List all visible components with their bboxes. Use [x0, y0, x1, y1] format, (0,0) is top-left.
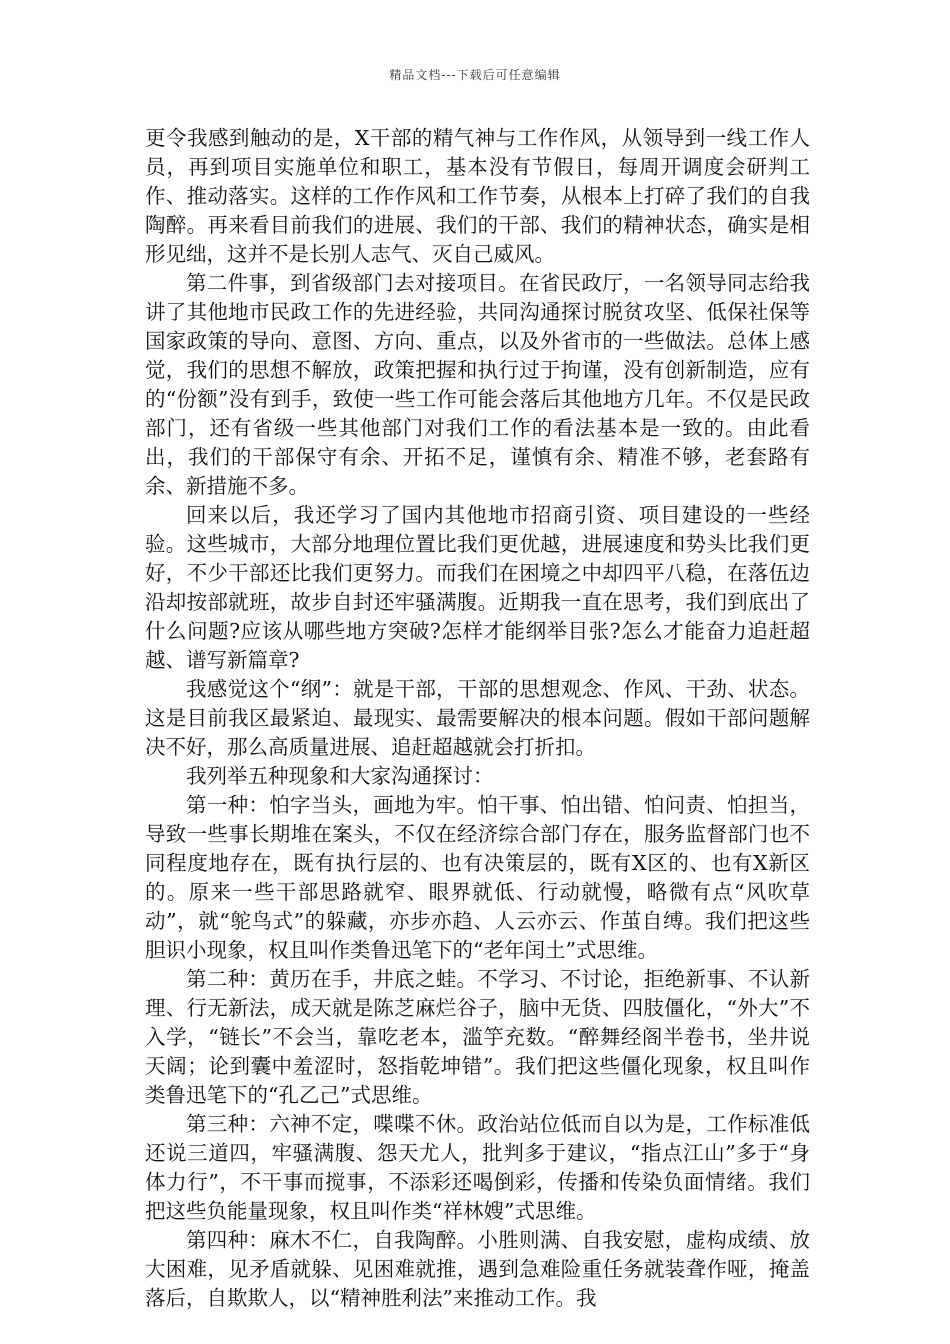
paragraph: 回来以后，我还学习了国内其他地市招商引资、项目建设的一些经验。这些城市，大部分地理位置比我们更优越，进展速度和势头比我们更好，不少干部还比我们更努力。而我们在困境之中却四平八稳，在落伍边沿却按部就班，故步自封还牢骚满腹。近期我一直在思考，我们到底出了什么问题?应该从哪些地方突破?怎样才能纲举目张?怎么才能奋力追赶超越、谱写新篇章? — [145, 503, 810, 672]
paragraph: 第二件事，到省级部门去对接项目。在省民政厅，一名领导同志给我讲了其他地市民政工作的先进经验，共同沟通探讨脱贫攻坚、低保社保等国家政策的导向、意图、方向、重点，以及外省市的一些做法。总体上感觉，我们的思想不解放，政策把握和执行过于拘谨，没有创新制造，应有的“份额”没有到手，致使一些工作可能会落后其他地方几年。不仅是民政部门，还有省级一些其他部门对我们工作的看法基本是一致的。由此看出，我们的干部保守有余、开拓不足，谨慎有余、精准不够，老套路有余、新措施不多。 — [145, 271, 810, 498]
paragraph: 更令我感到触动的是，X干部的精气神与工作作风，从领导到一线工作人员，再到项目实施单位和职工，基本没有节假日，每周开调度会研判工作、推动落实。这样的工作作风和工作节奏，从根本上打碎了我们的自我陶醉。再来看目前我们的进展、我们的干部、我们的精神状态，确实是相形见绌，这并不是长别人志气、灭自己威风。 — [145, 126, 810, 266]
document-body — [145, 124, 810, 1313]
paragraph: 第二种：黄历在手，井底之蛙。不学习、不讨论，拒绝新事、不认新理、行无新法，成天就是陈芝麻烂谷子，脑中无货、四肢僵化，“外大”不入学，“链长”不会当，靠吃老本，滥竽充数。“醉舞经阁半卷书，坐井说天阔；论到囊中羞涩时，怒指乾坤错”。我们把这些僵化现象，权且叫作类鲁迅笔下的“孔乙己”式思维。 — [145, 967, 810, 1107]
paragraph: 第一种：怕字当头，画地为牢。怕干事、怕出错、怕问责、怕担当，导致一些事长期堆在案头，不仅在经济综合部门存在，服务监督部门也不同程度地存在，既有执行层的、也有决策层的，既有X区的、也有X新区的。原来一些干部思路就窄、眼界就低、行动就慢，略微有点“风吹草动”，就“鸵鸟式”的躲藏，亦步亦趋、人云亦云、作茧自缚。我们把这些胆识小现象，权且叫作类鲁迅笔下的“老年闰土”式思维。 — [145, 793, 810, 962]
paragraph: 我列举五种现象和大家沟通探讨： — [186, 764, 494, 788]
paragraph: 第四种：麻木不仁，自我陶醉。小胜则满、自我安慰，虚构成绩、放大困难，见矛盾就躲、见困难就推，遇到急难险重任务就装聋作哑，掩盖落后，自欺欺人，以“精神胜利法”来推动工作。我 — [145, 1228, 810, 1310]
paragraph: 我感觉这个“纲”：就是干部，干部的思想观念、作风、干劲、状态。这是目前我区最紧迫、最现实、最需要解决的根本问题。假如干部问题解决不好，那么高质量进展、追赶超越就会打折扣。 — [145, 677, 810, 759]
page-header: 精品文档---下载后可任意编辑 — [389, 68, 561, 82]
paragraph: 第三种：六神不定，喋喋不休。政治站位低而自以为是，工作标准低还说三道四，牢骚满腹、怨天尤人，批判多于建议，“指点江山”多于“身体力行”，不干事而搅事，不添彩还喝倒彩，传播和传染负面情绪。我们把这些负能量现象，权且叫作类“祥林嫂”式思维。 — [145, 1112, 810, 1223]
